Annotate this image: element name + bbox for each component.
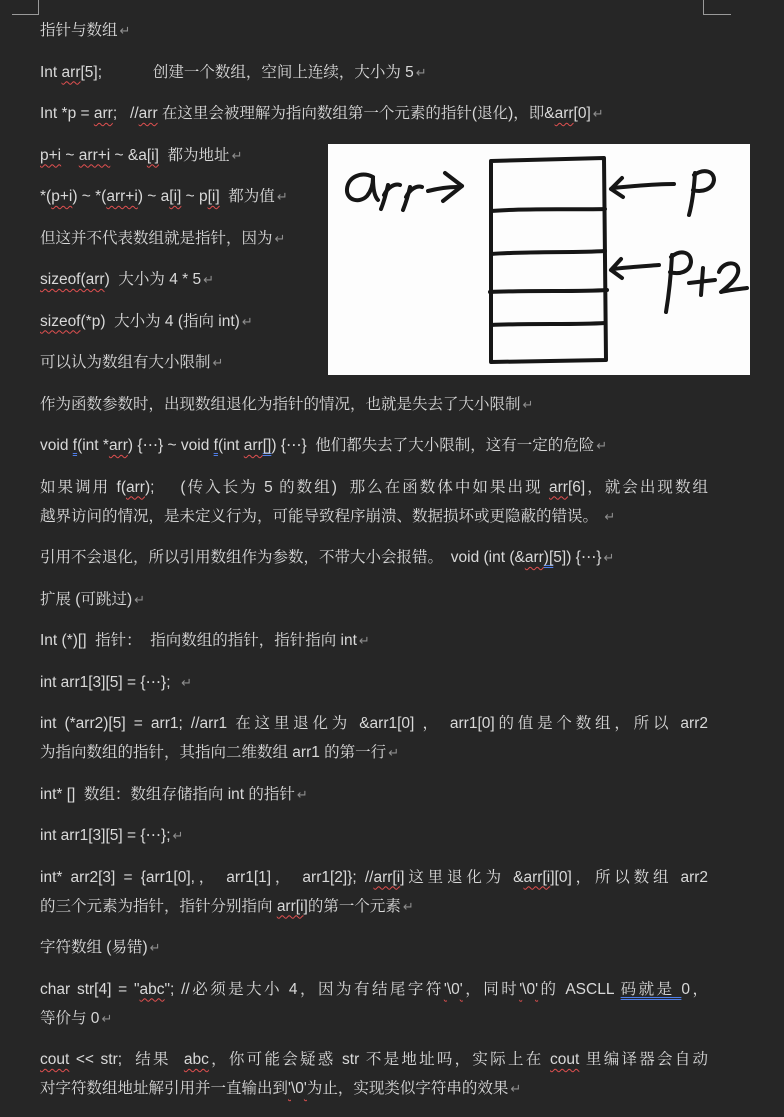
- spell-error-run: arr: [524, 549, 544, 566]
- text-line[interactable]: [40, 390, 708, 419]
- text-run: void: [40, 437, 73, 454]
- text-run: 为止，实现类似字符串的效果: [306, 1080, 509, 1097]
- paragraph: [40, 585, 708, 614]
- paragraph-mark: ↵: [592, 106, 604, 121]
- text-run: \0: [522, 980, 536, 998]
- spell-error-run: p+i: [40, 146, 62, 164]
- spell-error-run: arr: [93, 105, 113, 122]
- paragraph-mark: ↵: [274, 230, 286, 246]
- text-run: 如果调用 f(: [40, 478, 127, 496]
- text-run: 都为值: [219, 188, 275, 205]
- spell-error-run: ': [459, 980, 463, 998]
- spell-error-run: arr: [554, 105, 574, 122]
- text-run: 5]) {⋯}: [553, 549, 602, 566]
- paragraph-mark: ↵: [276, 189, 288, 204]
- spell-error-run: arr[i: [373, 868, 401, 886]
- spell-error-run: ': [443, 980, 447, 998]
- paragraph-mark: ↵: [149, 940, 161, 955]
- paragraph: [40, 626, 708, 655]
- text-line[interactable]: [40, 99, 708, 128]
- text-run: 扩展 (可跳过): [40, 590, 133, 608]
- paragraph-mark: ↵: [388, 745, 400, 760]
- paragraph: [40, 975, 708, 1033]
- text-run: 对字符数组地址解引用并一直输出到: [40, 1080, 289, 1097]
- spell-error-run: sizeof: [40, 312, 81, 330]
- spell-error-run: arr: [108, 437, 128, 454]
- text-run: ~ p: [181, 188, 208, 205]
- paragraph-mark: ↵: [296, 786, 308, 802]
- text-run: 的三个元素为指针，指针分别指向: [40, 897, 277, 915]
- text-run: 为指向数组的指针，其指向二维数组 arr1 的第一行: [40, 744, 387, 761]
- spell-error-run: ': [303, 1080, 307, 1097]
- paragraph-mark: ↵: [203, 272, 214, 287]
- arr-arrow-right: [428, 173, 462, 201]
- paragraph: [40, 431, 708, 460]
- text-run: "; //必须是大小 4，因为有结尾字符: [164, 980, 444, 998]
- text-line[interactable]: [40, 780, 708, 809]
- paragraph-mark: ↵: [231, 147, 243, 163]
- spell-error-run: abc: [139, 980, 165, 998]
- arr-label-handwriting: [347, 175, 422, 210]
- text-run: int (*arr2)[5] = arr1; //arr1 在这里退化为 &arr1[0] ， arr1[0]的值是个数组，所以 arr2: [40, 715, 708, 732]
- text-line[interactable]: [40, 473, 708, 502]
- text-run: [5];: [80, 63, 103, 81]
- paragraph: [40, 99, 708, 128]
- text-run: int* [] 数组：数组存储指向 int 的指针: [40, 785, 295, 803]
- text-run: ); (传入长为 5 的数组) 那么在函数体中如果出现: [144, 478, 549, 496]
- text-run: 等价与 0: [40, 1009, 100, 1027]
- paragraph-mark: ↵: [596, 438, 608, 453]
- text-run: ; //: [112, 105, 139, 122]
- text-run: \0: [446, 980, 460, 998]
- text-run: [0]: [573, 105, 591, 122]
- text-run: char str[4] = ": [40, 980, 140, 998]
- text-run: int arr1[3][5] = {⋯};: [40, 673, 180, 691]
- paragraph-mark: ↵: [402, 898, 414, 914]
- text-run: ) {⋯} ~ void: [127, 437, 214, 454]
- spell-error-run: ': [288, 1080, 291, 1097]
- spell-error-run: [i]: [146, 146, 159, 164]
- spell-error-run: arr: [126, 478, 145, 496]
- paragraph-mark: ↵: [358, 633, 370, 648]
- text-run: (int *: [77, 437, 109, 454]
- text-line[interactable]: [40, 585, 708, 614]
- text-run: 引用不会退化，所以引用数组作为参数，不带大小会报错。 void (int (&: [40, 549, 525, 566]
- paragraph: [40, 390, 708, 419]
- paragraph-mark: ↵: [604, 508, 616, 524]
- paragraph: [40, 58, 708, 87]
- paragraph-mark: ↵: [212, 355, 224, 370]
- paragraph: [40, 473, 708, 531]
- text-run: ) {⋯} 他们都失去了大小限制，这有一定的危险: [271, 437, 595, 454]
- text-line[interactable]: [40, 1004, 708, 1033]
- p-pointer-label: [611, 171, 714, 215]
- text-run: [102, 64, 153, 81]
- text-run: ，同时: [462, 980, 520, 998]
- array-pointer-diagram[interactable]: [328, 144, 750, 375]
- spell-error-run: arr[i: [276, 897, 304, 915]
- text-line[interactable]: [40, 975, 708, 1004]
- text-run: *(: [40, 188, 52, 205]
- text-line[interactable]: [40, 543, 708, 572]
- spell-error-run: arr+i: [106, 188, 138, 205]
- paragraph-mark: ↵: [241, 313, 253, 329]
- paragraph-mark: ↵: [510, 1081, 522, 1096]
- text-line[interactable]: [40, 1074, 708, 1103]
- text-run: 字符数组 (易错): [40, 939, 148, 956]
- text-line[interactable]: [40, 16, 708, 45]
- paragraph-mark: ↵: [415, 64, 427, 80]
- text-line[interactable]: [40, 933, 708, 962]
- p-plus-2-pointer-label: [611, 252, 747, 312]
- text-line[interactable]: [40, 626, 708, 655]
- text-line[interactable]: [40, 821, 708, 850]
- array-cells-drawing: [490, 158, 607, 362]
- spell-error-run: [i]: [169, 188, 182, 205]
- paragraph: [40, 16, 708, 45]
- paragraph-mark: ↵: [119, 23, 131, 38]
- text-run: << str; 结果: [69, 1051, 184, 1068]
- text-line[interactable]: [40, 1045, 708, 1074]
- grammar-error-run: )[: [543, 549, 554, 566]
- text-run: 0，: [681, 980, 709, 998]
- grammar-error-run: 码就是: [620, 980, 682, 998]
- text-line[interactable]: [40, 892, 708, 921]
- text-run: 里编译器会自动: [579, 1051, 709, 1068]
- text-boundary-mark-top-left: [12, 0, 39, 15]
- spell-error-run: arr: [548, 478, 568, 496]
- paragraph-mark: ↵: [172, 828, 184, 843]
- text-run: int* arr2[3] = {arr1[0],， arr1[1]， arr1[2]}; //: [40, 868, 374, 886]
- spell-error-run: abc: [183, 1051, 209, 1068]
- spell-error-run: cout: [40, 1051, 70, 1068]
- paragraph: [40, 780, 708, 809]
- spell-error-run: ': [535, 980, 539, 998]
- text-boundary-mark-top-right: [703, 0, 731, 15]
- grammar-error-run: []: [262, 437, 272, 454]
- text-run: [6]，就会出现数组: [567, 478, 708, 496]
- text-run: 可以认为数组有大小限制: [40, 354, 211, 371]
- text-run: ) ~ *(: [72, 188, 107, 205]
- text-run: 越界访问的情况，是未定义行为，可能导致程序崩溃、数据损坏或更隐蔽的错误。: [40, 507, 603, 525]
- spell-error-run: p+i: [51, 188, 73, 205]
- paragraph: [40, 821, 708, 850]
- text-line[interactable]: [40, 502, 708, 531]
- text-run: ][0]，所以数组 arr2: [550, 868, 709, 886]
- text-run: 但这并不代表数组就是指针，因为: [40, 229, 273, 247]
- text-run: ]这里退化为 &: [400, 868, 524, 886]
- spell-error-run: arr: [243, 437, 263, 454]
- diagram-drawing: [328, 144, 750, 375]
- spell-error-run: arr: [138, 105, 158, 122]
- text-line[interactable]: [40, 863, 708, 892]
- text-run: (*p) 大小为 4 (指向 int): [80, 312, 240, 330]
- paragraph-mark: ↵: [101, 1010, 113, 1026]
- text-run: Int: [40, 63, 62, 81]
- text-run: ) ~ a: [137, 188, 170, 205]
- text-line[interactable]: [40, 58, 708, 87]
- paragraph: [40, 933, 708, 962]
- spell-error-run: cout: [550, 1051, 580, 1068]
- paragraph: [40, 863, 708, 921]
- paragraph: [40, 668, 708, 697]
- grammar-error-run: f: [72, 437, 78, 454]
- text-run: ) 大小为 4 * 5: [104, 271, 202, 288]
- spell-error-run: [i]: [207, 188, 220, 205]
- text-line[interactable]: [40, 668, 708, 697]
- paragraph: [40, 709, 708, 767]
- spell-error-run: sizeof(arr: [40, 271, 105, 288]
- text-run: ~: [61, 146, 79, 164]
- text-run: 创建一个数组，空间上连续，大小为 5: [152, 63, 414, 81]
- text-run: ]的第一个元素: [303, 897, 401, 915]
- text-line[interactable]: [40, 738, 708, 767]
- text-run: Int (*)[] 指针： 指向数组的指针，指针指向 int: [40, 632, 357, 649]
- paragraph: [40, 1045, 708, 1103]
- paragraph-mark: ↵: [134, 591, 146, 607]
- paragraph: [40, 543, 708, 572]
- text-run: 的 ASCLL: [538, 980, 621, 998]
- text-run: 在这里会被理解为指向数组第一个元素的指针(退化)，即&: [157, 105, 555, 122]
- text-run: 都为地址: [158, 146, 230, 164]
- spell-error-run: arr[i: [523, 868, 551, 886]
- text-run: int arr1[3][5] = {⋯};: [40, 827, 171, 844]
- text-run: 作为函数参数时，出现数组退化为指针的情况，也就是失去了大小限制: [40, 395, 521, 413]
- text-run: ，你可能会疑惑 str 不是地址吗，实际上在: [208, 1051, 551, 1068]
- text-run: \0: [290, 1080, 304, 1097]
- paragraph-mark: ↵: [181, 674, 193, 690]
- spell-error-run: ': [519, 980, 523, 998]
- spell-error-run: arr: [61, 63, 81, 81]
- grammar-error-run: f: [213, 437, 218, 454]
- paragraph-mark: ↵: [522, 396, 534, 412]
- text-line[interactable]: [40, 431, 708, 460]
- text-run: 指针与数组: [40, 22, 118, 39]
- paragraph-mark: ↵: [603, 550, 615, 565]
- text-line[interactable]: [40, 709, 708, 738]
- text-run: ~ &a: [110, 146, 147, 164]
- text-run: (int: [217, 437, 244, 454]
- text-run: Int *p =: [40, 105, 94, 122]
- spell-error-run: arr+i: [78, 146, 111, 164]
